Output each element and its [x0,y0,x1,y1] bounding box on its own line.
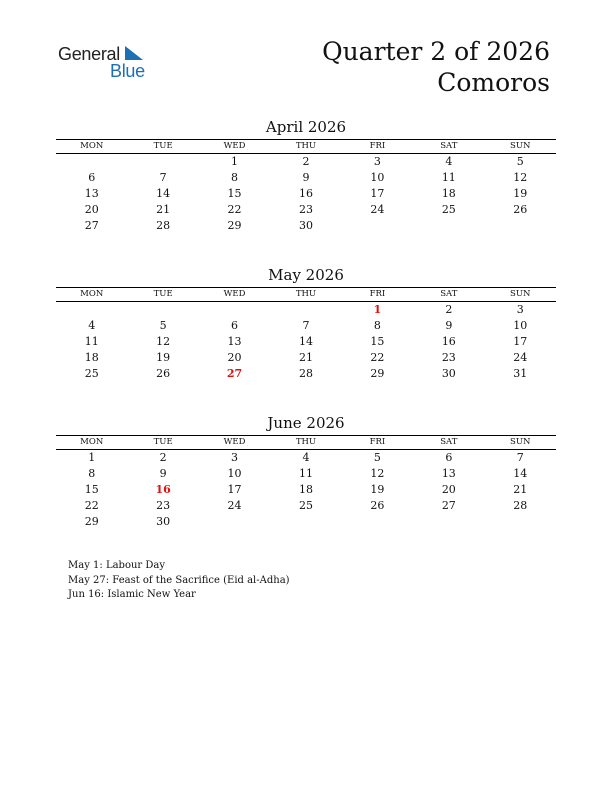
week-row [56,334,556,350]
day-cell: 25 [298,499,313,512]
day-cell: 3 [373,155,381,168]
month-title: May 2026 [268,266,344,284]
day-cell: 5 [516,155,524,168]
day-cell: 25 [441,203,456,216]
weekday-header [56,435,556,450]
day-cell: 8 [373,319,381,332]
day-cell: 30 [441,367,456,380]
day-cell: 10 [370,171,385,184]
day-cell: 24 [513,351,528,364]
holiday-note: Jun 16: Islamic New Year [68,589,196,600]
weekday-label: TUE [153,289,173,299]
holiday-note: May 27: Feast of the Sacrifice (Eid al-Adha) [68,574,290,586]
day-cell: 3 [231,451,239,464]
page-title [322,36,550,98]
day-cell: 14 [298,335,313,348]
day-cell: 9 [445,319,453,332]
day-cell: 25 [84,367,99,380]
day-cell: 17 [227,483,242,496]
day-cell: 10 [513,319,528,332]
day-cell: 29 [84,515,99,528]
week-row [56,302,556,318]
week-row [56,450,556,466]
day-cell: 29 [227,219,242,232]
day-cell: 18 [298,483,313,496]
weekday-label: SAT [440,141,458,151]
day-cell: 28 [513,499,528,512]
day-cell: 30 [298,219,313,232]
weekday-label: FRI [369,289,386,299]
day-cell [199,302,270,318]
day-cell: 27 [226,367,243,380]
day-cell: 2 [445,303,453,316]
day-cell: 26 [370,499,385,512]
day-cell: 4 [302,451,310,464]
day-cell: 28 [156,219,171,232]
day-cell: 4 [445,155,453,168]
day-cell: 5 [373,451,381,464]
day-cell: 11 [84,335,99,348]
month-calendar [56,117,556,234]
month-calendar [56,413,556,530]
day-cell: 20 [84,203,99,216]
day-cell [342,218,413,234]
day-cell: 15 [227,187,242,200]
day-cell: 15 [370,335,385,348]
day-cell: 15 [84,483,99,496]
day-cell: 6 [231,319,239,332]
day-cell: 18 [441,187,456,200]
day-cell [127,154,198,170]
weekday-label: SAT [440,289,458,299]
day-cell [485,514,556,530]
day-cell: 16 [298,187,313,200]
week-row [56,466,556,482]
week-row [56,318,556,334]
day-cell: 11 [441,171,456,184]
weekday-label: TUE [153,437,173,447]
day-cell: 13 [441,467,456,480]
day-cell: 1 [373,303,382,316]
weekday-label: MON [80,437,104,447]
weekday-label: SAT [440,437,458,447]
day-cell [342,514,413,530]
day-cell: 8 [231,171,239,184]
week-row [56,366,556,382]
logo-triangle-icon [125,46,145,62]
day-cell: 12 [156,335,171,348]
day-cell: 29 [370,367,385,380]
day-cell: 8 [88,467,96,480]
day-cell: 22 [370,351,385,364]
day-cell: 26 [156,367,171,380]
week-row [56,514,556,530]
logo [58,44,168,80]
logo-general-text: General [58,44,120,64]
weekday-label: SUN [510,141,531,151]
weekday-label: FRI [369,437,386,447]
week-row [56,482,556,498]
day-cell: 6 [445,451,453,464]
weekday-label: SUN [510,437,531,447]
day-cell: 21 [156,203,171,216]
month-title: April 2026 [265,118,347,136]
day-cell: 7 [302,319,310,332]
day-cell: 2 [302,155,310,168]
day-cell: 14 [513,467,528,480]
day-cell: 19 [513,187,528,200]
day-cell: 9 [302,171,310,184]
day-cell: 19 [156,351,171,364]
day-cell: 18 [84,351,99,364]
day-cell: 10 [227,467,242,480]
day-cell: 7 [159,171,167,184]
day-cell: 17 [513,335,528,348]
day-cell: 20 [441,483,456,496]
weekday-label: WED [223,289,246,299]
day-cell: 21 [513,483,528,496]
weekday-header [56,139,556,154]
day-cell: 28 [298,367,313,380]
day-cell: 21 [298,351,313,364]
day-cell: 16 [441,335,456,348]
day-cell [413,218,484,234]
day-cell: 19 [370,483,385,496]
day-cell: 27 [441,499,456,512]
day-cell: 22 [84,499,99,512]
day-cell: 22 [227,203,242,216]
day-cell: 23 [156,499,171,512]
weekday-label: THU [295,141,317,151]
weekday-label: TUE [153,141,173,151]
day-cell: 27 [84,219,99,232]
day-cell: 1 [231,155,239,168]
weekday-label: WED [223,437,246,447]
holiday-note: May 1: Labour Day [68,560,165,571]
week-row [56,170,556,186]
week-row [56,498,556,514]
day-cell: 14 [156,187,171,200]
weekday-header [56,287,556,302]
weekday-label: SUN [510,289,531,299]
day-cell: 16 [155,483,171,496]
day-cell: 11 [298,467,313,480]
day-cell: 1 [88,451,96,464]
day-cell: 23 [298,203,313,216]
day-cell [270,302,341,318]
day-cell [56,154,127,170]
week-row [56,202,556,218]
day-cell: 7 [516,451,524,464]
day-cell [485,218,556,234]
week-row [56,218,556,234]
day-cell: 24 [370,203,385,216]
day-cell: 3 [516,303,524,316]
day-cell [127,302,198,318]
day-cell [270,514,341,530]
weekday-label: MON [80,141,104,151]
day-cell: 9 [159,467,167,480]
day-cell [413,514,484,530]
day-cell: 20 [227,351,242,364]
day-cell: 31 [513,367,528,380]
day-cell: 24 [227,499,242,512]
week-row [56,350,556,366]
day-cell: 12 [370,467,385,480]
day-cell: 13 [84,187,99,200]
month-title: June 2026 [267,414,345,432]
weekday-label: WED [223,141,246,151]
week-row [56,186,556,202]
day-cell: 30 [156,515,171,528]
day-cell: 23 [441,351,456,364]
title-quarter: Quarter 2 of 2026 [322,37,550,66]
day-cell: 26 [513,203,528,216]
weekday-label: MON [80,289,104,299]
weekday-label: THU [295,289,317,299]
weekday-label: THU [295,437,317,447]
day-cell: 12 [513,171,528,184]
day-cell: 17 [370,187,385,200]
month-calendar [56,265,556,382]
title-country: Comoros [437,68,550,97]
day-cell: 2 [159,451,167,464]
day-cell [56,302,127,318]
day-cell [199,514,270,530]
week-row [56,154,556,170]
logo-blue-text: Blue [110,61,145,81]
day-cell: 13 [227,335,242,348]
holiday-notes [68,559,290,603]
day-cell: 6 [88,171,96,184]
day-cell: 5 [159,319,167,332]
day-cell: 4 [88,319,96,332]
weekday-label: FRI [369,141,386,151]
